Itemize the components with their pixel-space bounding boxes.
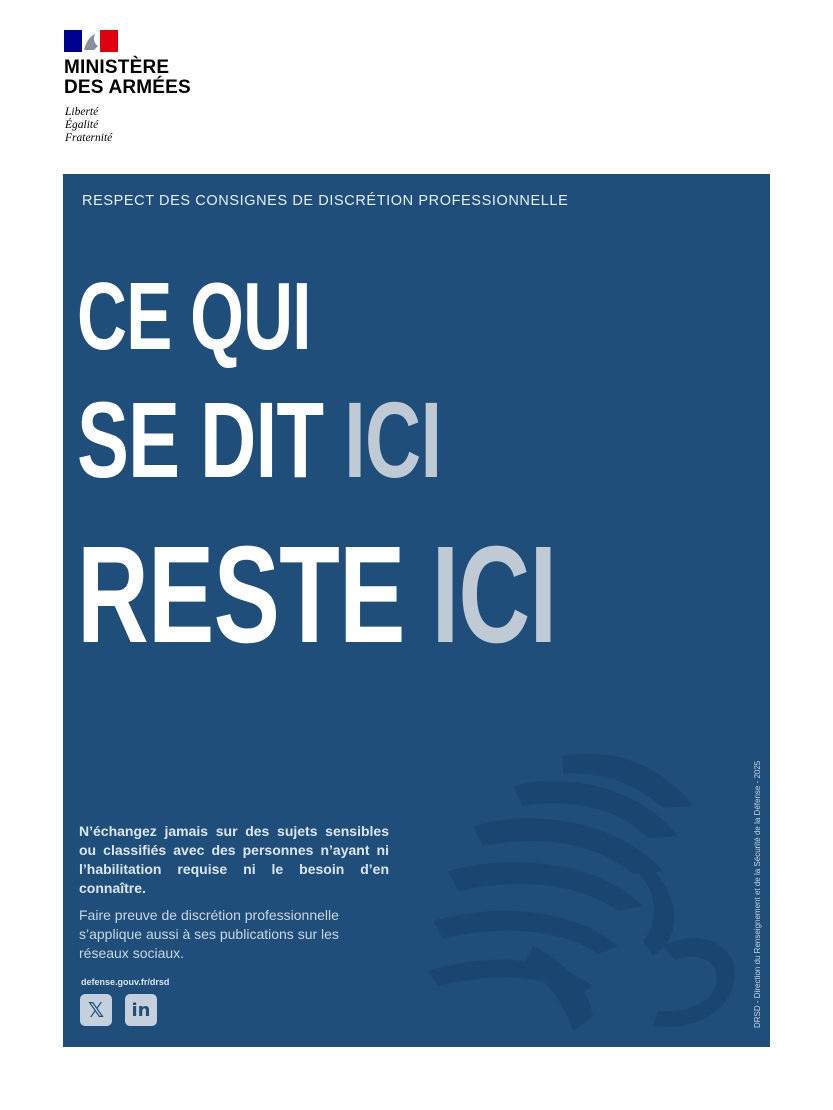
headline-line-3-highlight: ICI (431, 518, 557, 672)
lead-paragraph: N’échangez jamais sur des sujets sensibles ou classifiés avec des personnes n’ayant ni l’habilitation requise ni le besoin d’en connaître. (79, 823, 389, 896)
motto-liberte: Liberté (65, 106, 99, 118)
poster-panel (63, 174, 770, 1047)
headline-line-1-text: CE QUI (77, 263, 311, 370)
sub-paragraph: Faire preuve de discrétion professionnelle s’applique aussi à ses publications sur les réseaux sociaux. (79, 907, 339, 961)
ministry-line-2: DES ARMÉES (64, 77, 191, 98)
republic-motto (65, 106, 112, 145)
headline-line-1 (77, 263, 311, 370)
ministry-name (64, 58, 191, 98)
headline-line-2-highlight: ICI (344, 379, 442, 500)
x-social-icon[interactable]: 𝕏 (80, 994, 112, 1026)
motto-fraternite: Fraternité (65, 132, 113, 144)
headline-line-3 (77, 518, 557, 672)
headline-line-2 (77, 379, 442, 500)
motto-egalite: Égalité (65, 119, 99, 131)
ministry-line-1: MINISTÈRE (64, 57, 170, 78)
marianne-flag-icon (64, 30, 118, 52)
credit-line: DRSD - Direction du Renseignement et de la Sécurité de la Défense - 2025 (753, 760, 762, 1028)
linkedin-social-icon[interactable]: in (125, 994, 157, 1026)
lion-head-icon (413, 746, 763, 1046)
poster-body (79, 822, 389, 963)
headline-line-3-text: RESTE (77, 518, 432, 672)
poster-kicker: RESPECT DES CONSIGNES DE DISCRÉTION PROFESSIONNELLE (82, 193, 569, 209)
headline-line-2-text: SE DIT (77, 379, 345, 500)
website-link[interactable]: defense.gouv.fr/drsd (81, 977, 170, 987)
